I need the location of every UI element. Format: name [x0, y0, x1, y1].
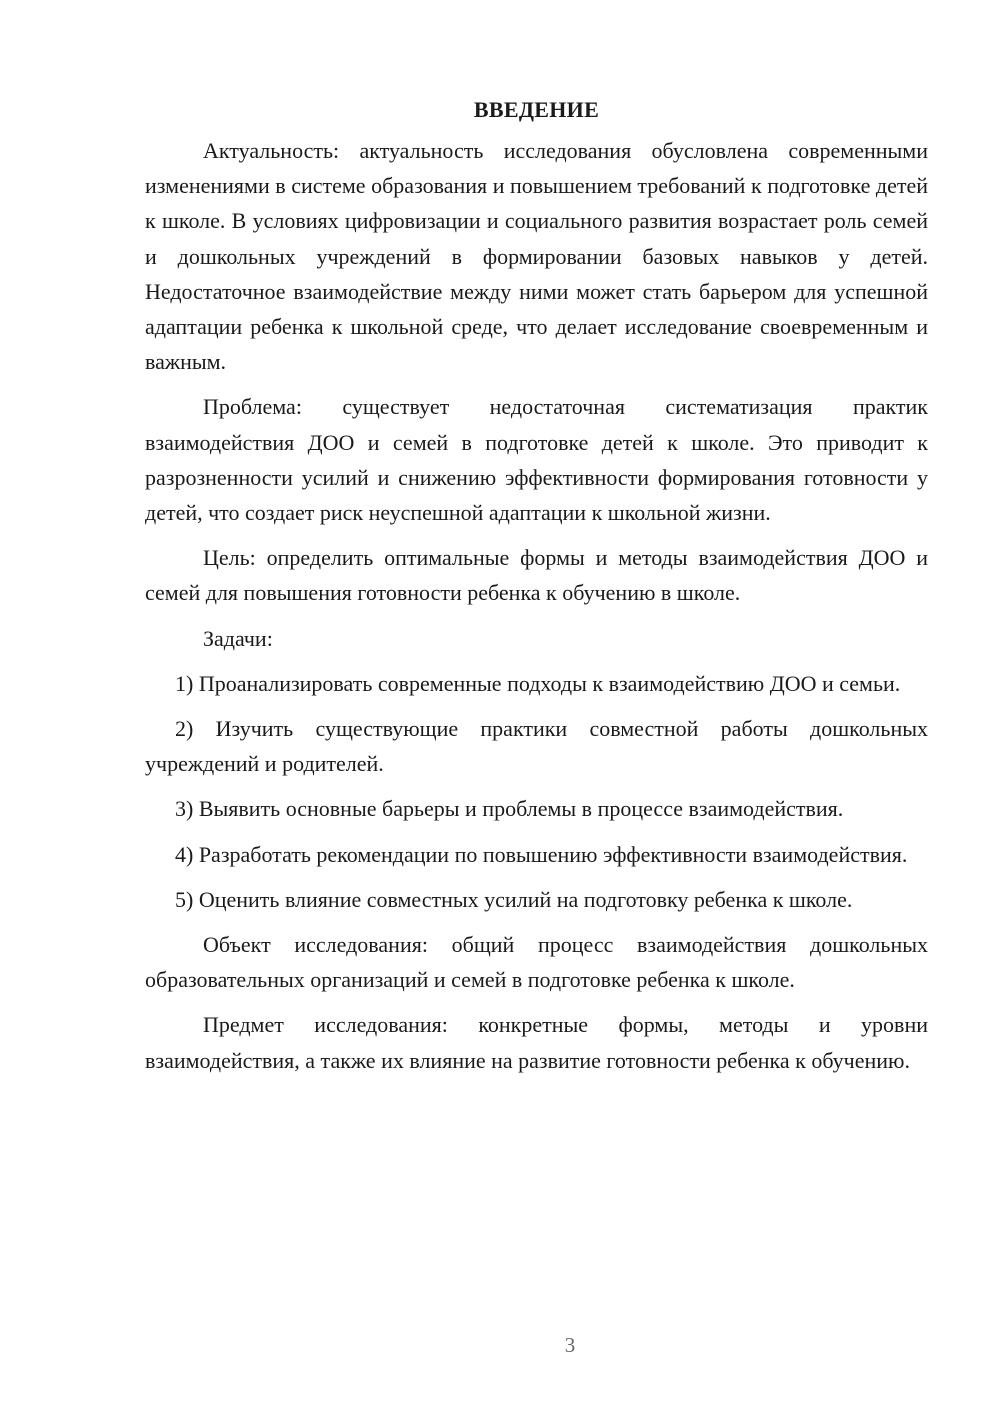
- task-item-4: 4) Разработать рекомендации по повышению эффективности взаимодействия.: [175, 841, 908, 867]
- page-number: 3: [564, 1333, 576, 1357]
- document-page: [145, 92, 928, 1078]
- task-item-5: 5) Оценить влияние совместных усилий на подготовку ребенка к школе.: [175, 886, 853, 912]
- task-item-1: 1) Проанализировать современные подходы к взаимодействию ДОО и семьи.: [175, 670, 901, 696]
- problem-paragraph: Проблема: существует недостаточная систематизация практик взаимодействия ДОО и семей в подготовке детей к школе. Это приводит к разрозненности усилий и снижению эффективности формирования готовности у детей, что создает риск неуспешной адаптации к школьной жизни.: [145, 394, 928, 526]
- relevance-paragraph: Актуальность: актуальность исследования обусловлена современными изменениями в системе образования и повышением требований к подготовке детей к школе. В условиях цифровизации и социального развития возрастает роль семей и дошкольных учреждений в формировании базовых навыков у детей. Недостаточное взаимодействие между ними может стать барьером для успешной адаптации ребенка к школьной среде, что делает исследование своевременным и важным.: [145, 138, 928, 375]
- task-item-2: 2) Изучить существующие практики совместной работы дошкольных учреждений и родителей.: [145, 716, 928, 777]
- tasks-label: Задачи:: [203, 625, 273, 651]
- task-item-3: 3) Выявить основные барьеры и проблемы в процессе взаимодействия.: [175, 796, 844, 822]
- object-paragraph: Объект исследования: общий процесс взаимодействия дошкольных образовательных организаций и семей в подготовке ребенка к школе.: [145, 932, 928, 993]
- section-heading: ВВЕДЕНИЕ: [473, 97, 600, 122]
- subject-paragraph: Предмет исследования: конкретные формы, методы и уровни взаимодействия, а также их влияние на развитие готовности ребенка к обучению.: [145, 1012, 928, 1073]
- goal-paragraph: Цель: определить оптимальные формы и методы взаимодействия ДОО и семей для повышения готовности ребенка к обучению в школе.: [145, 545, 928, 606]
